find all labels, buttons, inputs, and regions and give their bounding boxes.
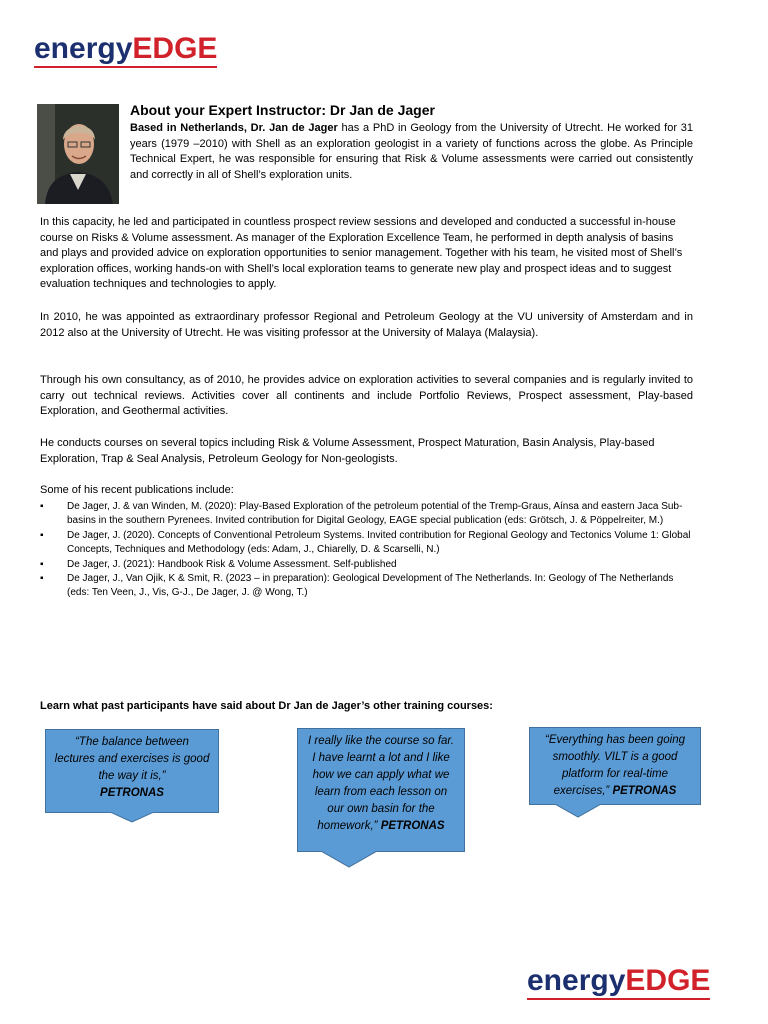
energyedge-logo-top <box>34 34 217 64</box>
bullet-icon: ▪ <box>40 501 44 512</box>
instructor-heading: About your Expert Instructor: Dr Jan de Jager <box>130 102 435 118</box>
bio-paragraph-3: Through his own consultancy, as of 2010, he provides advice on exploration activities to several companies and is regularly invited to carry out technical reviews. Activities cover all continents and include Portfolio Reviews, Prospect assessment, Play-based Exploration, and Geothermal activities. <box>40 374 693 418</box>
callout-pointer-icon <box>321 851 377 868</box>
intro-text: has a PhD in Geology from the University of Utrecht. He worked for 31 years (1979 –2010) with Shell as an exploration geologist in a variety of functions across the globe. As Principle Technical Expert, he was responsible for ensuring that Risk & Volume assessments were carried out consistently and correctly in all of Shell’s exploration units. <box>130 122 693 181</box>
energyedge-logo-bottom <box>527 966 710 996</box>
logo-edge-text: EDGE <box>625 964 711 997</box>
publication-text: De Jager, J. (2021): Handbook Risk & Volume Assessment. Self-published <box>67 558 397 570</box>
logo-energy-text: energy <box>34 32 133 65</box>
list-item <box>40 529 695 558</box>
testimonial-callout-1 <box>45 729 219 813</box>
publication-text: De Jager, J. & van Winden, M. (2020): Play-Based Exploration of the petroleum potential of the Tremp-Graus, Aínsa and eastern Jaca Sub-basins in the southern Pyrenees. Invited contribution for Digital Geology, EAGE special publication (eds: Grötsch, J. & Pöppelreiter, M.) <box>67 501 683 527</box>
bio-paragraph-2: In 2010, he was appointed as extraordinary professor Regional and Petroleum Geology at the VU university of Amsterdam and in 2012 also at the University of Utrecht. He was visiting professor at the University of Malaya (Malaysia). <box>40 311 693 339</box>
testimonial-quote: “Everything has been going smoothly. VILT is a good platform for real-time exercises,” <box>544 734 685 797</box>
instructor-intro <box>130 121 693 183</box>
bullet-icon: ▪ <box>40 573 44 585</box>
publication-text: De Jager, J., Van Ojik, K & Smit, R. (2023 – in preparation): Geological Development of The Netherlands. In: Geology of The Netherlands (eds: Ten Veen, J., Vis, G-J., De Jager, J. @ Wong, T.) <box>67 573 674 599</box>
testimonial-company: PETRONAS <box>380 820 445 832</box>
logo-underline <box>527 998 710 1000</box>
bullet-icon: ▪ <box>40 558 44 570</box>
list-item <box>40 572 695 601</box>
testimonial-company: PETRONAS <box>612 785 677 797</box>
logo-underline <box>34 66 217 68</box>
publications-intro: Some of his recent publications include: <box>40 484 234 496</box>
logo-energy-text: energy <box>527 964 626 997</box>
list-item <box>40 558 695 572</box>
testimonial-callout-2 <box>297 728 465 852</box>
testimonials-heading: Learn what past participants have said about Dr Jan de Jager’s other training courses: <box>40 700 493 712</box>
intro-bold-text: Based in Netherlands, Dr. Jan de Jager <box>130 122 338 134</box>
callout-pointer-icon <box>110 812 154 823</box>
publication-text: De Jager, J. (2020). Concepts of Conventional Petroleum Systems. Invited contribution for Regional Geology and Tectonics Volume 1: Global Concepts, Techniques and Methodology (eds: Adam, J., Chiarelly, D. & Scarselli, N.) <box>67 529 691 556</box>
testimonial-callout-3 <box>529 727 701 805</box>
logo-edge-text: EDGE <box>132 32 218 65</box>
testimonial-quote: “The balance between lectures and exercises is good the way it is,” <box>54 736 210 782</box>
testimonial-company: PETRONAS <box>100 787 164 799</box>
publications-list <box>40 500 695 601</box>
callout-pointer-icon <box>555 804 601 818</box>
bio-paragraph-4: He conducts courses on several topics including Risk & Volume Assessment, Prospect Maturation, Basin Analysis, Play-based Exploration, Trap & Seal Analysis, Petroleum Geology for Non-geologists. <box>40 437 655 465</box>
bullet-icon: ▪ <box>40 529 44 541</box>
instructor-photo <box>37 104 119 204</box>
list-item <box>40 500 695 529</box>
testimonial-quote: I really like the course so far. I have learnt a lot and I like how we can apply what we learn from each lesson on our own basin for the homework,” <box>308 735 454 832</box>
bio-paragraph-1: In this capacity, he led and participated in countless prospect review sessions and developed and conducted a successful in-house course on Risks & Volume assessment. As manager of the Exploration Excellence Team, he performed in depth analysis of basins and plays and provided advice on exploration opportunities to senior management. Together with his team, he visited most of Shell’s exploration offices, working hands-on with Shell’s local exploration teams to generate new play and prospect ideas and to suggest evaluation techniques and technologies to apply. <box>40 216 683 291</box>
